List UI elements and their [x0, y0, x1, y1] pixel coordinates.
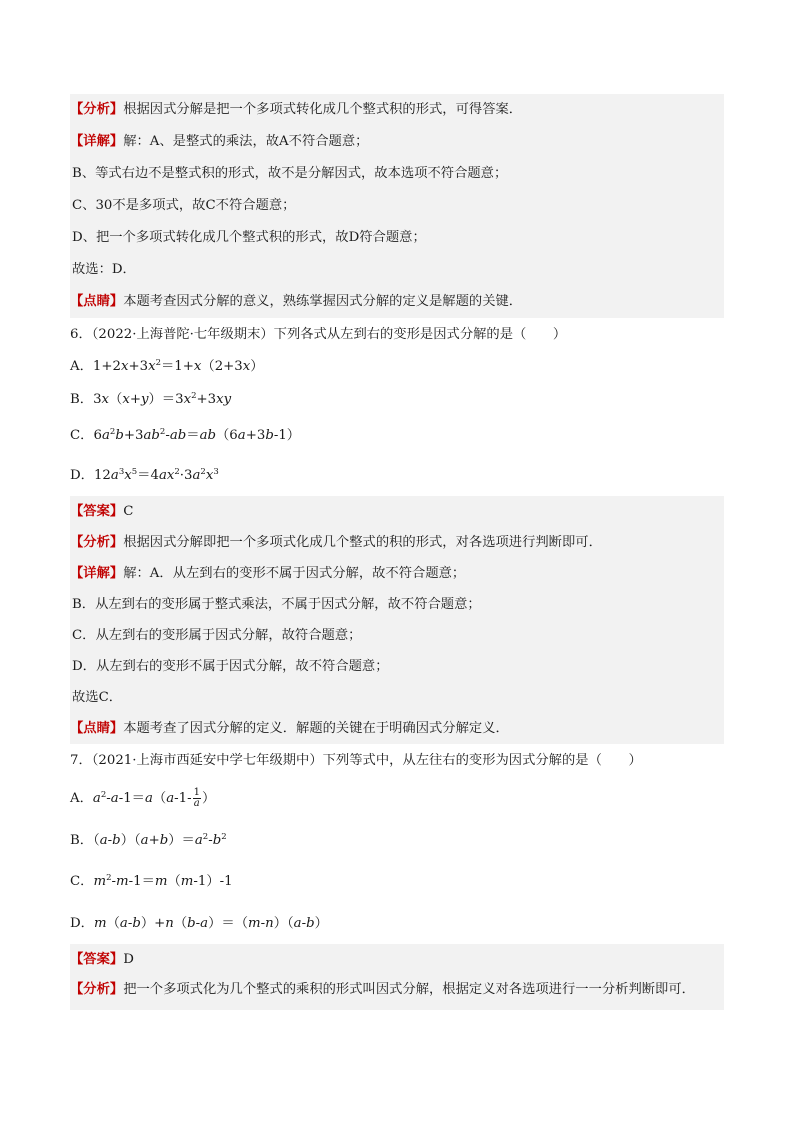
q6-stem: 6．（2022·上海普陀·七年级期末）下列各式从左到右的变形是因式分解的是（ ） — [70, 327, 567, 342]
analysis-line — [70, 976, 724, 1010]
detail-text: 解：A、是整式的乘法，故A不符合题意； — [123, 134, 369, 149]
q7-option-d: D．m（a-b）+n（b-a）＝（m-n）（a-b） — [70, 916, 328, 931]
option-label: C． — [70, 874, 94, 889]
fraction: $\frac{1}{a}$ — [193, 787, 200, 809]
option-label: A． — [70, 791, 93, 806]
option-label: B． — [70, 833, 94, 848]
comment-tag: 【点睛】 — [70, 721, 124, 736]
analysis-line — [70, 94, 724, 126]
comment-line — [70, 713, 724, 744]
detail-tag: 【详解】 — [70, 566, 124, 581]
detail-line-c: C、30不是多项式，故C不符合题意； — [72, 198, 296, 213]
detail-line-d: D．从左到右的变形不属于因式分解，故不符合题意； — [72, 659, 389, 674]
answer-tag: 【答案】 — [70, 504, 124, 519]
answer-value: D — [123, 952, 134, 967]
detail-tag: 【详解】 — [70, 134, 124, 149]
solution-block-q5 — [70, 94, 724, 318]
q6-option-b: B．$3x(x+y)=3x^2+3xy$ — [70, 391, 232, 407]
analysis-text: 根据因式分解是把一个多项式转化成几个整式积的形式，可得答案． — [123, 102, 523, 117]
comment-line — [70, 286, 724, 318]
analysis-tag: 【分析】 — [70, 982, 124, 997]
detail-line-d: D、把一个多项式转化成几个整式积的形式，故D符合题意； — [72, 230, 426, 245]
analysis-tag: 【分析】 — [70, 535, 124, 550]
comment-text: 本题考查因式分解的意义，熟练掌握因式分解的定义是解题的关键． — [123, 294, 523, 309]
q6-option-d: D．$12a^3x^5=4ax^2\cdot 3a^2x^3$ — [70, 467, 219, 483]
choose-line: 故选：D． — [72, 262, 136, 277]
analysis-tag: 【分析】 — [70, 102, 124, 117]
solution-block-q6 — [70, 496, 724, 744]
detail-line — [70, 126, 724, 158]
q7-stem: 7．（2021·上海市西延安中学七年级期中）下列等式中，从左往右的变形为因式分解的是（ ） — [70, 753, 642, 768]
option-label: B． — [70, 392, 94, 407]
analysis-text: 根据因式分解即把一个多项式化成几个整式的积的形式，对各选项进行判断即可． — [123, 535, 602, 550]
detail-line-b: B、等式右边不是整式积的形式，故不是分解因式，故本选项不符合题意； — [72, 166, 508, 181]
q7-option-c: C．$m^2-m-1=m(m-1)-1$ — [70, 873, 233, 889]
comment-text: 本题考查了因式分解的定义．解题的关键在于明确因式分解定义． — [123, 721, 509, 736]
q6-option-a: A．$1+2x+3x^2=1+x(2+3x)$ — [70, 358, 264, 374]
option-label: D． — [70, 916, 94, 931]
q6-option-c: C．$6a^2b+3ab^2-ab=ab(6a+3b-1)$ — [70, 427, 301, 443]
q7-option-b: B．$(a-b)(a+b)=a^2-b^2$ — [70, 832, 227, 848]
q7-option-a: A．$a^2-a-1=a(a-1-$ $\frac{1}{a}$ ） — [70, 787, 216, 809]
answer-value: C — [123, 504, 134, 519]
choose-line: 故选C． — [72, 690, 123, 705]
analysis-line — [70, 527, 724, 558]
document-page — [70, 94, 724, 1010]
solution-block-q7 — [70, 944, 724, 1010]
detail-line — [70, 558, 724, 589]
answer-line — [70, 496, 724, 527]
option-label: D． — [70, 468, 94, 483]
comment-tag: 【点睛】 — [70, 294, 124, 309]
answer-line — [70, 944, 724, 976]
analysis-text: 把一个多项式化为几个整式的乘积的形式叫因式分解，根据定义对各选项进行一一分析判断即可． — [123, 982, 695, 997]
option-label: C． — [70, 428, 94, 443]
detail-line-c: C．从左到右的变形属于因式分解，故符合题意； — [72, 628, 362, 643]
detail-line-b: B．从左到右的变形属于整式乘法，不属于因式分解，故不符合题意； — [72, 597, 481, 612]
detail-text: 解：A．从左到右的变形不属于因式分解，故不符合题意； — [123, 566, 466, 581]
answer-tag: 【答案】 — [70, 952, 124, 967]
option-label: A． — [70, 359, 93, 374]
